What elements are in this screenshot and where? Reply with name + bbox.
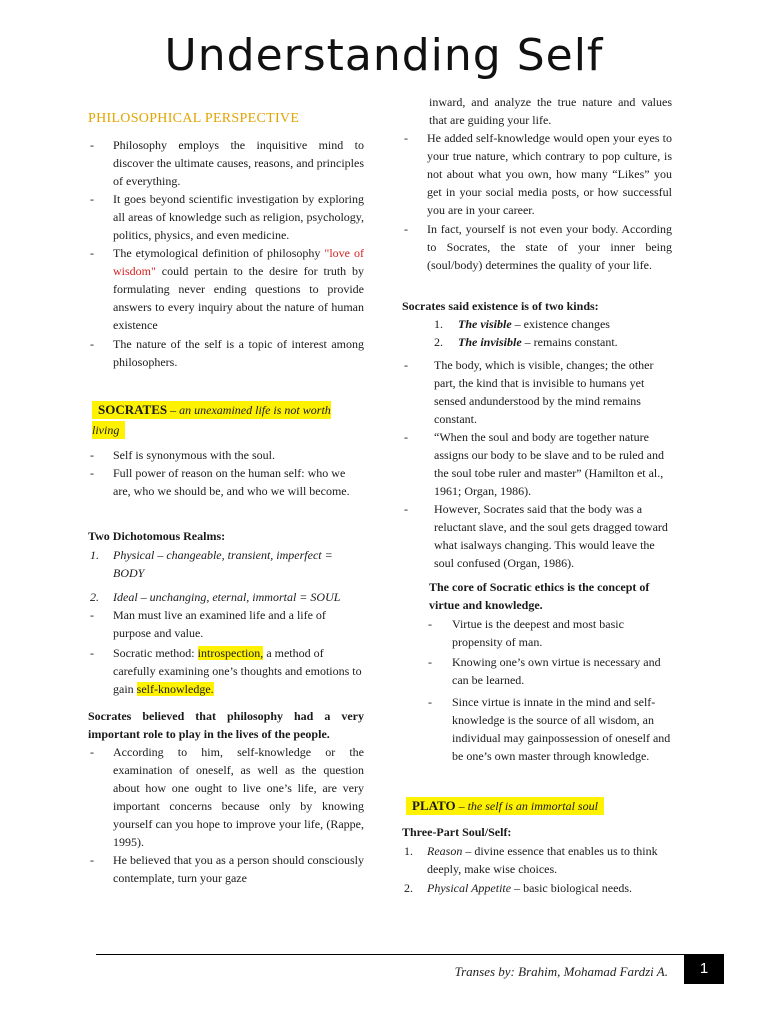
continuation-text: inward, and analyze the true nature and values that are guiding your life. — [429, 95, 672, 127]
list-number: 2. — [434, 335, 443, 349]
socrates-name: SOCRATES — [98, 402, 168, 417]
plato-quote: the self is an immortal soul — [467, 799, 598, 813]
list-item: - Full power of reason on the human self: who we are, who we should be, and who we will become. — [88, 464, 364, 500]
highlight-self-knowledge: self-knowledge. — [136, 682, 214, 696]
list-item: - Virtue is the deepest and most basic propensity of man. — [402, 615, 672, 651]
list-item: - Philosophy employs the inquisitive mind to discover the ultimate causes, reasons, and principles of everything. — [88, 136, 364, 190]
realm-text: Ideal – unchanging, eternal, immortal = SOUL — [113, 590, 341, 604]
etymology-text-end: could pertain to the desire for truth by formulating never ending questions to provide answers to every inquiry about the nature of human existence — [113, 264, 364, 332]
method-text: a method of carefully examining one’s thoughts and emotions to gain — [113, 646, 362, 696]
part-desc: – divine essence that enables us to think deeply, make wise choices. — [427, 844, 658, 876]
existence-desc: – existence changes — [511, 317, 610, 331]
list-number: 1. — [90, 548, 99, 562]
method-text: Socratic method: — [113, 646, 198, 660]
etymology-text-start: The etymological definition of philosophy — [113, 246, 325, 260]
list-item: - Man must live an examined life and a life of purpose and value. — [88, 606, 364, 642]
banner-dash: – — [455, 799, 468, 813]
love-of-wisdom-text: "love of wisdom" — [113, 246, 364, 278]
socrates-quote: an unexamined life is not worth living — [92, 403, 331, 437]
socrates-bullet-list — [88, 446, 364, 500]
list-item: - The body, which is visible, changes; the other part, the kind that is invisible to humans yet sensed andunderstood by the mind remains constant. — [402, 356, 672, 428]
soul-body-bullet-list — [402, 356, 672, 572]
list-item — [88, 588, 364, 606]
footer-divider — [96, 954, 724, 955]
list-item: - He added self-knowledge would open your eyes to your true nature, which contrary to pop culture, is not about what you own, how many “Likes” you get in your social media posts, or how successful you are in your career. — [402, 129, 672, 219]
existence-desc: – remains constant. — [521, 335, 618, 349]
list-item-socratic-method — [88, 644, 364, 698]
list-item: - “When the soul and body are together nature assigns our body to be slave and to be ruled and the soul tobe ruler and master” (Hamilton et al., 1961; Organ, 1986). — [402, 428, 672, 500]
realm-text: Physical – changeable, transient, imperfect = BODY — [113, 548, 333, 580]
three-part-heading: Three-Part Soul/Self: — [402, 825, 512, 839]
plato-banner — [406, 796, 672, 816]
existence-list — [402, 315, 672, 351]
list-item — [402, 315, 672, 333]
list-item-etymology — [88, 244, 364, 334]
existence-term: The invisible — [458, 335, 522, 349]
socrates-banner — [92, 400, 364, 440]
method-bullet-list — [88, 606, 364, 698]
virtue-sub-list — [402, 615, 672, 765]
list-item — [88, 546, 364, 582]
list-item: - He believed that you as a person should consciously contemplate, turn your gaze — [88, 851, 364, 887]
self-knowledge-bullet-list — [402, 129, 672, 274]
believed-bullet-list — [88, 743, 364, 887]
page-number: 1 — [684, 954, 724, 984]
part-term: Reason — [427, 844, 463, 858]
banner-dash: – — [167, 403, 180, 417]
plato-name: PLATO — [412, 798, 456, 813]
part-desc: – basic biological needs. — [511, 881, 633, 895]
list-item: - The nature of the self is a topic of interest among philosophers. — [88, 335, 364, 371]
list-item: - In fact, yourself is not even your body. According to Socrates, the state of your inner being (soul/body) determines the quality of your life. — [402, 220, 672, 274]
realms-list — [88, 546, 364, 606]
core-ethics-heading: The core of Socratic ethics is the concept of virtue and knowledge. — [429, 580, 650, 612]
right-column — [402, 0, 672, 895]
document-title: Understanding Self — [164, 30, 604, 81]
list-number: 1. — [434, 317, 443, 331]
three-part-list — [402, 842, 672, 897]
list-number: 1. — [404, 844, 413, 858]
existence-term: The visible — [458, 317, 512, 331]
footer-credit: Transes by: Brahim, Mohamad Fardzi A. — [454, 964, 668, 979]
existence-heading: Socrates said existence is of two kinds: — [402, 299, 599, 313]
philosophy-bullet-list — [88, 136, 364, 371]
list-item: - Since virtue is innate in the mind and self-knowledge is the source of all wisdom, an individual may gainpossession of oneself and be one’s own master through knowledge. — [402, 693, 672, 765]
list-item: - Self is synonymous with the soul. — [88, 446, 364, 464]
highlight-introspection: introspection, — [197, 646, 264, 660]
list-item: - According to him, self-knowledge or the examination of oneself, as well as the question about how one ought to live one’s life, are very important concerns because only by knowing yourself can you hope to improve your life, (Rappe, 1995). — [88, 743, 364, 851]
realms-heading: Two Dichotomous Realms: — [88, 529, 226, 543]
left-column — [88, 0, 364, 885]
section-heading: PHILOSOPHICAL PERSPECTIVE — [88, 111, 300, 126]
list-item: - Knowing one’s own virtue is necessary and can be learned. — [402, 653, 672, 689]
list-item — [402, 879, 672, 897]
list-number: 2. — [404, 881, 413, 895]
part-term: Physical Appetite — [427, 881, 512, 895]
list-number: 2. — [90, 590, 99, 604]
list-item — [402, 333, 672, 351]
list-item: - It goes beyond scientific investigation by exploring all areas of knowledge such as religion, psychology, politics, physics, and even medicine. — [88, 190, 364, 244]
list-item: - However, Socrates said that the body was a reluctant slave, and the soul gets dragged toward what isalways changing. This would leave the soul confused (Organ, 1986). — [402, 500, 672, 572]
list-item — [402, 842, 672, 878]
believed-heading: Socrates believed that philosophy had a very important role to play in the lives of the people. — [88, 709, 364, 741]
